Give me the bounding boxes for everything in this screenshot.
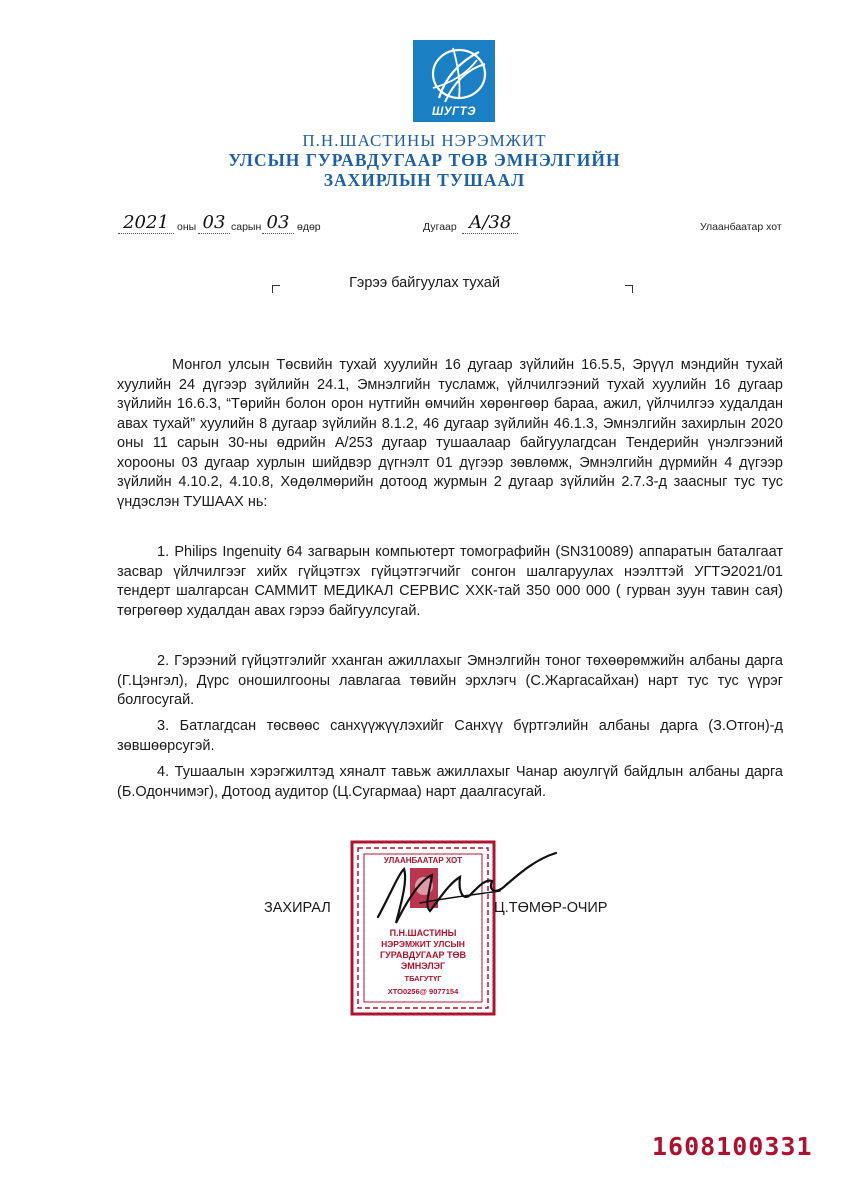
intro-text: Монгол улсын Төсвийн тухай хуулийн 16 дугаар зүйлийн 16.5.5, Эрүүл мэндийн тухай хуулийн 24 дүгээр зүйлийн 24.1, Эмнэлгийн тусламж, үйлчилгээний тухай хуулийн 16 дугаар зүйлийн 16.6.3, “Төрийн болон орон нутгийн өмчийн хөрөнгөөр бараа, ажил, үйлчилгээ худалдан авах тухай” хуулийн 8 дугаар зүйлийн 8.1.2, 46 дугаар зүйлийн 46.1.3, Эмнэлгийн захирлын 2020 оны 11 сарын 30-ны өдрийн А/253 дугаар тушаалаар байгуулагдсан Тендерийн үнэлгээний хорооны 03 дугаар хурлын шийдвэр дүгнэлт 01 дүгээр зөвлөмж, Эмнэлгийн дүрмийн 4 дүгээр зүйлийн 4.10.2, 4.10.8, Хөдөлмөрийн дотоод журмын 2 дугаар зүйлийн 2.7.3-д заасныг тус тус үндэслэн ТУШААХ нь: bbox=[117, 357, 783, 510]
order-item-text: 3. Батлагдсан төсвөөс санхүүжүүлэхийг Санхүү бүртгэлийн албаны дарга (З.Отгон)-д зөвшөөрсугэй. bbox=[117, 718, 783, 754]
stamp-line-1: П.Н.ШАСТИНЫ bbox=[389, 928, 457, 938]
subject-title: Гэрээ байгуулах тухай bbox=[349, 275, 500, 291]
order-item-2 bbox=[117, 652, 783, 711]
stamp-line-2: НЭРЭМЖИТ УЛСЫН bbox=[381, 939, 465, 949]
header-line-1: П.Н.ШАСТИНЫ НЭРЭМЖИТ bbox=[302, 131, 547, 150]
stamp-top-text: УЛААНБААТАР ХОТ bbox=[383, 856, 463, 865]
handwritten-signature-icon bbox=[360, 845, 560, 935]
date-month-label: сарын bbox=[231, 221, 262, 233]
order-item-3 bbox=[117, 717, 783, 756]
stamp-line-3: ГУРАВДУГААР ТӨВ bbox=[380, 950, 466, 960]
order-item-text: 4. Тушаалын хэрэгжилтэд хяналт тавьж ажиллахыг Чанар аюулгүй байдлын албаны дарга (Б.Одончимэг), Дотоод аудитор (Ц.Сугармаа) нарт даалгасугай. bbox=[117, 764, 783, 800]
date-month: 03 bbox=[198, 212, 230, 234]
intro-paragraph bbox=[117, 356, 783, 512]
order-number-label: Дугаар bbox=[423, 221, 457, 233]
order-item-1 bbox=[117, 543, 783, 621]
hospital-logo bbox=[413, 40, 495, 122]
date-year-label: оны bbox=[177, 221, 197, 233]
date-year: 2021 bbox=[118, 212, 174, 234]
logo-text: ШУГТЭ bbox=[431, 106, 477, 118]
director-title: ЗАХИРАЛ bbox=[264, 900, 331, 916]
stamp-line-6: ХТО0256@ 9077154 bbox=[387, 987, 459, 996]
order-item-text: 1. Philips Ingenuity 64 загварын компьютерт томографийн (SN310089) аппаратын баталгаат засвар үйлчилгээг хийх гүйцэтгэх гүйцэтгэгчийг сонгон шалгаруулах нээлттэй УГТЭ2021/01 тендерт шалгарсан САММИТ МЕДИКАЛ СЕРВИС ХХК-тай 350 000 000 ( гурван зуун тавин сая) төгрөгөөр худалдан авах гэрээ байгуулсугай. bbox=[117, 544, 783, 619]
order-item-text: 2. Гэрээний гүйцэтгэлийг хханган ажиллахыг Эмнэлгийн тоног төхөөрөмжийн албаны дарга (Г.Цэнгэл), Дүрс оношилгооны лавлагаа төвийн эрхлэгч (С.Жаргасайхан) нарт тус тус үүрэг болгосугай. bbox=[117, 653, 783, 708]
date-day-label: өдөр bbox=[297, 221, 321, 233]
subject-bracket-right bbox=[625, 285, 633, 293]
stamp-line-4: ЭМНЭЛЭГ bbox=[400, 961, 446, 971]
city: Улаанбаатар хот bbox=[700, 221, 782, 233]
header-line-3: ЗАХИРЛЫН ТУШААЛ bbox=[323, 170, 526, 190]
director-name: Ц.ТӨМӨР-ОЧИР bbox=[494, 900, 608, 916]
order-number: А/38 bbox=[462, 212, 518, 234]
header-line-2: УЛСЫН ГУРАВДУГААР ТӨВ ЭМНЭЛГИЙН bbox=[228, 150, 621, 170]
stamp-line-5: ТБАГУТҮГ bbox=[404, 974, 442, 983]
document-serial-number: 1608100331 bbox=[652, 1132, 813, 1161]
order-item-4 bbox=[117, 763, 783, 802]
date-day: 03 bbox=[262, 212, 294, 234]
